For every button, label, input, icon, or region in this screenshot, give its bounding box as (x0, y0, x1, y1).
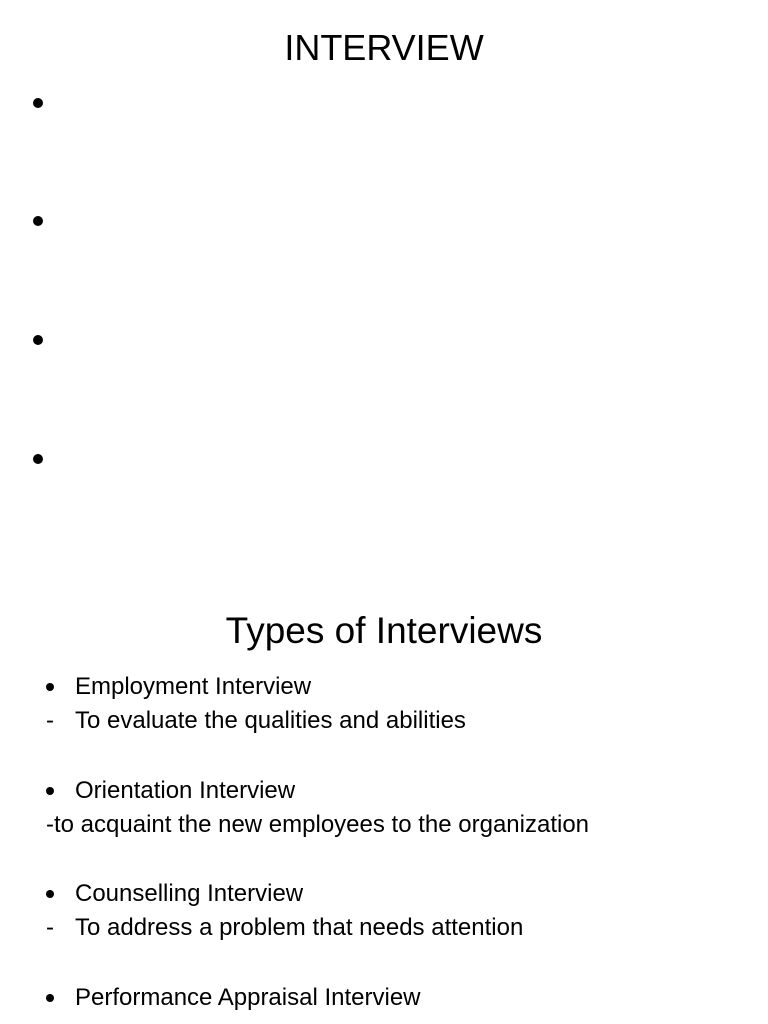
bullet-icon (46, 683, 54, 691)
item-heading: Employment Interview (75, 673, 312, 700)
item-heading: Performance Appraisal Interview (75, 984, 421, 1011)
bullet-icon (33, 335, 43, 345)
item-description: To address a problem that needs attention (75, 914, 524, 941)
bullet-icon (46, 994, 54, 1002)
bullet-icon (33, 216, 43, 226)
dash-marker: - (46, 707, 54, 734)
dash-marker: - (46, 914, 54, 941)
bullet-icon (46, 787, 54, 795)
bullet-icon (33, 98, 43, 108)
item-description: To evaluate the qualities and abilities (75, 707, 466, 734)
item-description: -to acquaint the new employees to the organization (46, 811, 590, 838)
slide-types-of-interviews (0, 576, 768, 1024)
bullet-icon (46, 890, 54, 898)
item-heading: Orientation Interview (75, 777, 296, 804)
slide-title: Types of Interviews (225, 610, 543, 651)
slide-title: INTERVIEW (284, 27, 484, 68)
item-heading: Counselling Interview (75, 880, 304, 907)
bullet-icon (33, 454, 43, 464)
